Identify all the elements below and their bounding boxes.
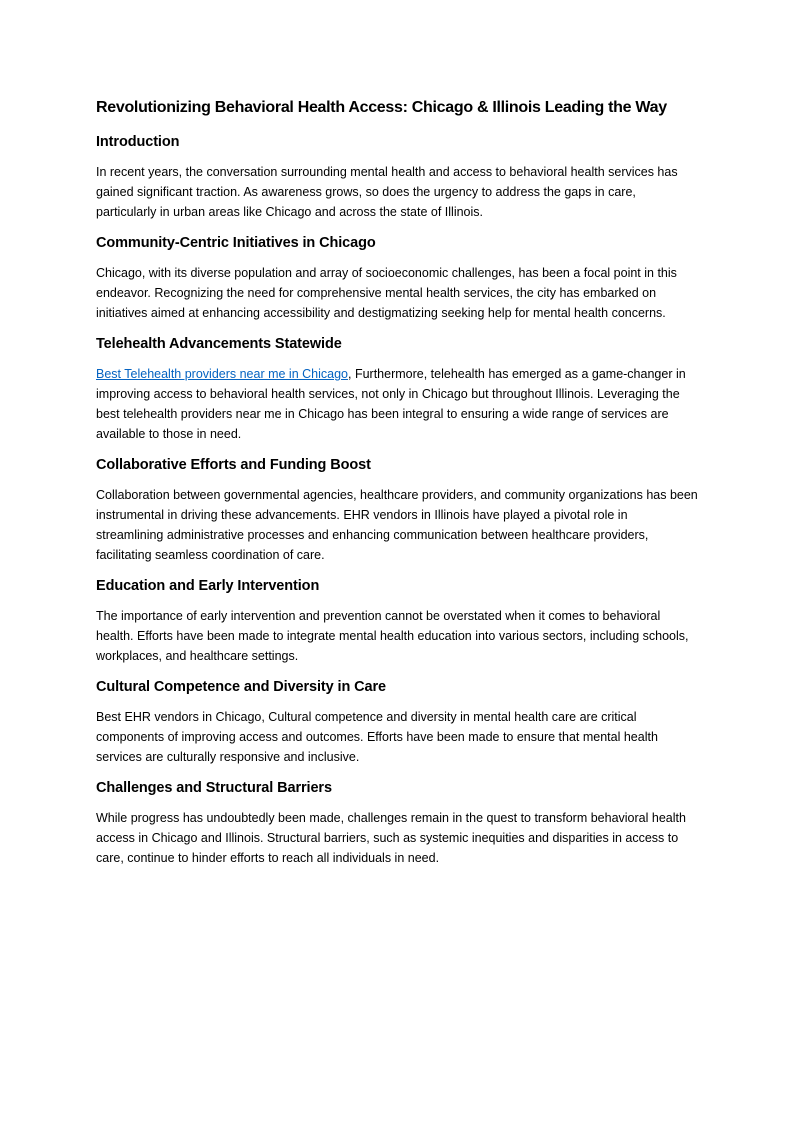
paragraph-collaborative-efforts: Collaboration between governmental agencies, healthcare providers, and community organizations has been instrumental in driving these advancements. EHR vendors in Illinois have played a pivotal role in streamlining administrative processes and enhancing communication between healthcare providers, facilitating seamless coordination of care. xyxy=(96,488,698,562)
section-heading-telehealth-advancements: Telehealth Advancements Statewide xyxy=(96,336,342,352)
telehealth-providers-link[interactable]: Best Telehealth providers near me in Chicago xyxy=(96,367,348,381)
paragraph-education-early-intervention: The importance of early intervention and prevention cannot be overstated when it comes to behavioral health. Efforts have been made to integrate mental health education into various sectors, including schools, workplaces, and healthcare settings. xyxy=(96,609,689,663)
paragraph-cultural-competence: Best EHR vendors in Chicago, Cultural competence and diversity in mental health care are critical components of improving access and outcomes. Efforts have been made to ensure that mental health services are culturally responsive and inclusive. xyxy=(96,710,658,764)
paragraph-telehealth-text: , Furthermore, telehealth has emerged as a game-changer in improving access to behavioral health services, not only in Chicago but throughout Illinois. Leveraging the best telehealth providers near me in Chicago has been integral to ensuring a wide range of services are available to those in need. xyxy=(96,367,686,441)
section-heading-challenges-structural-barriers: Challenges and Structural Barriers xyxy=(96,780,332,796)
paragraph-introduction: In recent years, the conversation surrounding mental health and access to behavioral health services has gained significant traction. As awareness grows, so does the urgency to address the gaps in care, particularly in urban areas like Chicago and across the state of Illinois. xyxy=(96,165,678,219)
paragraph-community-centric-initiatives: Chicago, with its diverse population and array of socioeconomic challenges, has been a focal point in this endeavor. Recognizing the need for comprehensive mental health services, the city has embarked on initiatives aimed at enhancing accessibility and destigmatizing seeking help for mental health concerns. xyxy=(96,266,677,320)
section-heading-community-centric-initiatives: Community-Centric Initiatives in Chicago xyxy=(96,235,376,251)
section-heading-collaborative-efforts: Collaborative Efforts and Funding Boost xyxy=(96,457,371,473)
section-heading-cultural-competence: Cultural Competence and Diversity in Care xyxy=(96,679,387,695)
paragraph-telehealth-advancements xyxy=(96,364,698,444)
document-title: Revolutionizing Behavioral Health Access: Chicago & Illinois Leading the Way xyxy=(96,99,667,116)
section-heading-education-early-intervention: Education and Early Intervention xyxy=(96,578,320,594)
section-heading-introduction: Introduction xyxy=(96,134,180,150)
paragraph-challenges-structural-barriers: While progress has undoubtedly been made, challenges remain in the quest to transform behavioral health access in Chicago and Illinois. Structural barriers, such as systemic inequities and disparities in access to care, continue to hinder efforts to reach all individuals in need. xyxy=(96,811,686,865)
